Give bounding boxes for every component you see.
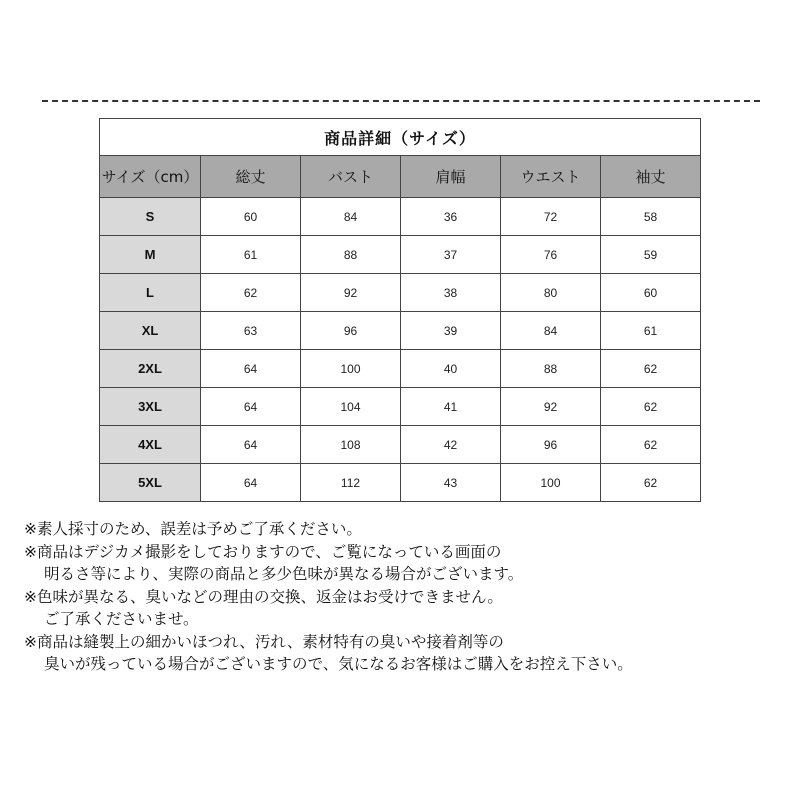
size-rows [100, 198, 701, 502]
measurement-cell: 72 [501, 198, 601, 236]
measurement-cell: 100 [301, 350, 401, 388]
measurement-cell: 62 [201, 274, 301, 312]
table-row [100, 426, 701, 464]
measurement-cell: 62 [601, 388, 701, 426]
notes-block [24, 518, 784, 676]
table-row [100, 274, 701, 312]
measurement-cell: 64 [201, 388, 301, 426]
size-label-cell: 3XL [100, 388, 201, 426]
size-label-cell: M [100, 236, 201, 274]
measurement-cell: 80 [501, 274, 601, 312]
measurement-cell: 61 [601, 312, 701, 350]
note-line: ご了承くださいませ。 [44, 610, 199, 628]
measurement-cell: 88 [301, 236, 401, 274]
measurement-cell: 64 [201, 426, 301, 464]
measurement-cell: 84 [301, 198, 401, 236]
measurement-cell: 104 [301, 388, 401, 426]
measurement-cell: 59 [601, 236, 701, 274]
measurement-cell: 60 [201, 198, 301, 236]
header-sleeve-length: 袖丈 [601, 156, 701, 198]
table-row [100, 464, 701, 502]
header-size: サイズ（cm） [100, 156, 201, 198]
note-line: ※商品はデジカメ撮影をしておりますので、ご覧になっている画面の [24, 542, 502, 561]
table-row [100, 388, 701, 426]
note-line: ※色味が異なる、臭いなどの理由の交換、返金はお受けできません。 [24, 587, 503, 606]
dashed-divider [42, 100, 760, 102]
measurement-cell: 92 [501, 388, 601, 426]
header-waist: ウエスト [501, 156, 601, 198]
measurement-cell: 58 [601, 198, 701, 236]
note-line: ※商品は縫製上の細かいほつれ、汚れ、素材特有の臭いや接着剤等の [24, 632, 504, 651]
header-bust: バスト [301, 156, 401, 198]
measurement-cell: 84 [501, 312, 601, 350]
table-title-row [100, 119, 701, 156]
size-label-cell: 4XL [100, 426, 201, 464]
table-row [100, 198, 701, 236]
measurement-cell: 41 [401, 388, 501, 426]
measurement-cell: 39 [401, 312, 501, 350]
table-row [100, 350, 701, 388]
measurement-cell: 64 [201, 350, 301, 388]
size-label-cell: XL [100, 312, 201, 350]
measurement-cell: 62 [601, 426, 701, 464]
measurement-cell: 43 [401, 464, 501, 502]
measurement-cell: 96 [501, 426, 601, 464]
size-label-cell: 5XL [100, 464, 201, 502]
measurement-cell: 64 [201, 464, 301, 502]
measurement-cell: 92 [301, 274, 401, 312]
header-shoulder-width: 肩幅 [401, 156, 501, 198]
measurement-cell: 88 [501, 350, 601, 388]
measurement-cell: 38 [401, 274, 501, 312]
measurement-cell: 42 [401, 426, 501, 464]
size-chart-table [99, 118, 701, 502]
measurement-cell: 76 [501, 236, 601, 274]
measurement-cell: 112 [301, 464, 401, 502]
header-total-length: 総丈 [201, 156, 301, 198]
measurement-cell: 62 [601, 350, 701, 388]
measurement-cell: 36 [401, 198, 501, 236]
measurement-cell: 100 [501, 464, 601, 502]
size-label-cell: S [100, 198, 201, 236]
measurement-cell: 63 [201, 312, 301, 350]
table-row [100, 236, 701, 274]
size-label-cell: L [100, 274, 201, 312]
table-header-row [100, 156, 701, 198]
measurement-cell: 37 [401, 236, 501, 274]
measurement-cell: 96 [301, 312, 401, 350]
table-title: 商品詳細（サイズ） [100, 119, 701, 156]
measurement-cell: 40 [401, 350, 501, 388]
measurement-cell: 60 [601, 274, 701, 312]
size-label-cell: 2XL [100, 350, 201, 388]
measurement-cell: 61 [201, 236, 301, 274]
measurement-cell: 108 [301, 426, 401, 464]
measurement-cell: 62 [601, 464, 701, 502]
note-line: 明るさ等により、実際の商品と多少色味が異なる場合がございます。 [44, 565, 524, 583]
note-line: 臭いが残っている場合がございますので、気になるお客様はご購入をお控え下さい。 [44, 655, 633, 673]
table-row [100, 312, 701, 350]
note-line: ※素人採寸のため、誤差は予めご了承ください。 [24, 520, 362, 538]
